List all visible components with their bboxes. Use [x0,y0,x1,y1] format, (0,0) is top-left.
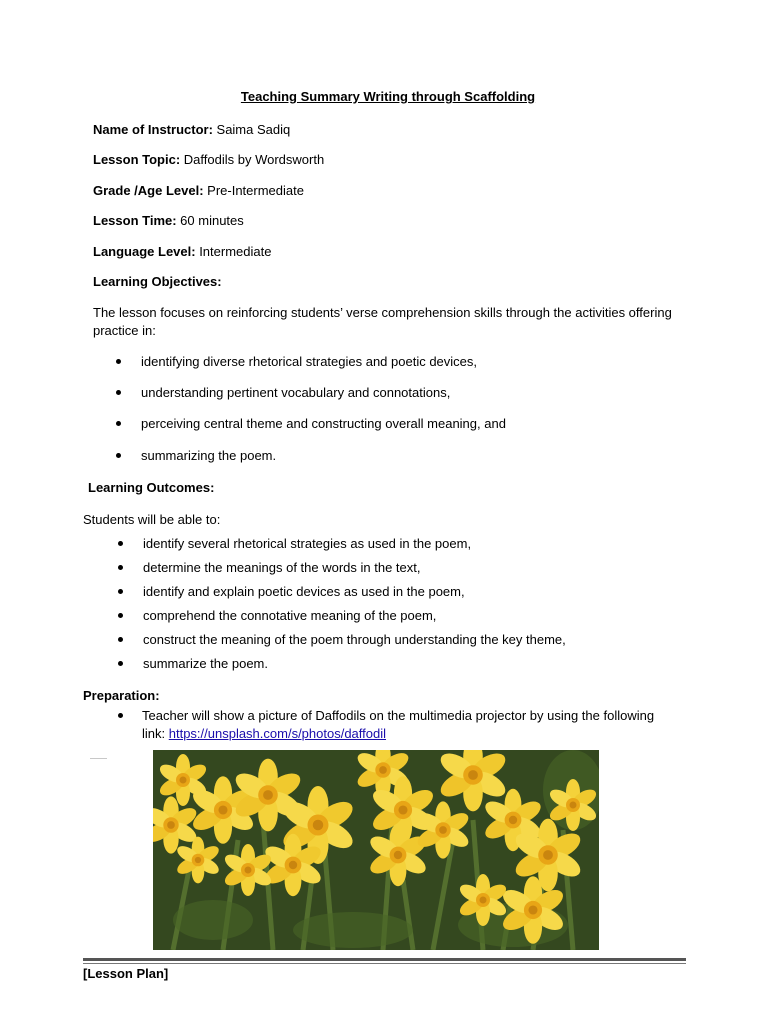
field-value: Intermediate [195,244,272,259]
field-instructor [93,122,290,137]
outcomes-intro: Students will be able to: [83,512,221,527]
field-value: Pre-Intermediate [203,183,304,198]
field-label: Name of Instructor: [93,122,213,137]
page-footer: [Lesson Plan] [83,966,169,981]
field-label: Lesson Topic: [93,152,181,167]
list-item-text: summarizing the poem. [141,448,277,463]
field-label: Lesson Time: [93,213,177,228]
document-title: Teaching Summary Writing through Scaffolding [240,89,536,104]
preparation-heading: Preparation: [83,688,160,703]
bullet-icon [116,390,121,395]
bullet-icon [118,637,123,642]
field-value: Saima Sadiq [212,122,291,137]
bullet-icon [118,541,123,546]
list-item-text: understanding pertinent vocabulary and connotations, [141,385,451,400]
bullet-icon [118,613,123,618]
list-item-text: construct the meaning of the poem through understanding the key theme, [143,632,566,647]
list-item-text: comprehend the connotative meaning of the poem, [143,608,437,623]
field-language-level [93,244,271,259]
daffodil-photos-link[interactable]: https://unsplash.com/s/photos/daffodil [168,726,387,741]
bullet-icon [118,589,123,594]
objectives-intro: The lesson focuses on reinforcing students’ verse comprehension skills through the activities offering practice in: [93,305,672,338]
divider [90,758,107,759]
field-lesson-time [93,213,244,228]
list-item-text: determine the meanings of the words in the text, [143,560,421,575]
list-item-text: identify and explain poetic devices as used in the poem, [143,584,465,599]
bullet-icon [118,565,123,570]
daffodils-photo [153,750,599,950]
field-value: 60 minutes [176,213,244,228]
objectives-heading: Learning Objectives: [93,274,222,289]
list-item-text: summarize the poem. [143,656,268,671]
field-label: Language Level: [93,244,196,259]
daffodils-illustration [153,750,599,950]
bullet-icon [116,453,121,458]
list-item-text [142,707,672,743]
preparation-text: Teacher will show a picture of Daffodils on the multimedia projector by using the following link: [142,708,655,741]
field-grade-level [93,183,304,198]
field-lesson-topic [93,152,324,167]
outcomes-heading: Learning Outcomes: [88,480,215,495]
bullet-icon [118,661,123,666]
footer-divider [83,958,686,961]
list-item-text: identifying diverse rhetorical strategies and poetic devices, [141,354,478,369]
footer-divider [83,963,686,964]
bullet-icon [116,359,121,364]
field-value: Daffodils by Wordsworth [180,152,325,167]
bullet-icon [118,713,123,718]
list-item-text: perceiving central theme and constructing overall meaning, and [141,416,506,431]
field-label: Grade /Age Level: [93,183,204,198]
list-item-text: identify several rhetorical strategies as used in the poem, [143,536,472,551]
bullet-icon [116,421,121,426]
